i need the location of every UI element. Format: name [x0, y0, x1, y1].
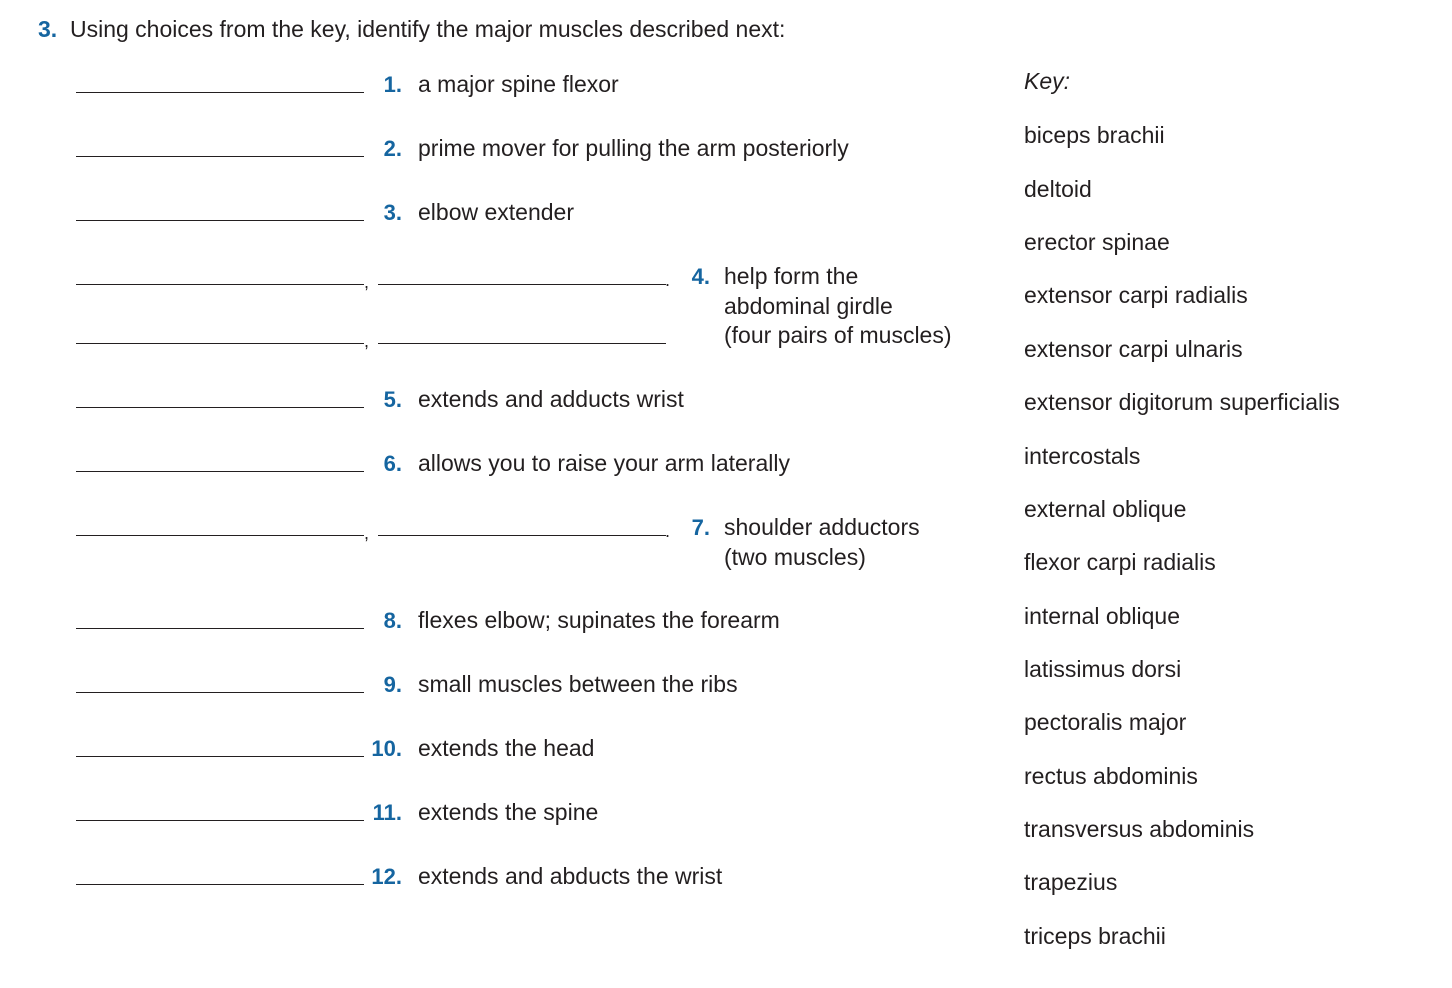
comma-separator: , — [364, 272, 370, 292]
key-item: rectus abdominis — [1024, 763, 1198, 789]
answer-blank-12[interactable] — [76, 884, 364, 885]
question-number-7: 7. — [691, 515, 710, 540]
key-item: extensor carpi ulnaris — [1024, 336, 1243, 362]
answer-blank-9[interactable] — [76, 692, 364, 693]
question-text-4-line-1: help form the — [724, 263, 859, 289]
answer-blank-1[interactable] — [76, 92, 364, 93]
question-number-5: 5. — [383, 387, 402, 412]
key-item: extensor digitorum superficialis — [1024, 389, 1340, 415]
question-number-4: 4. — [691, 264, 710, 289]
key-item: triceps brachii — [1024, 923, 1166, 949]
answer-blank-4c[interactable] — [76, 343, 364, 344]
answer-blank-2[interactable] — [76, 156, 364, 157]
key-item: biceps brachii — [1024, 122, 1165, 148]
key-item: erector spinae — [1024, 229, 1170, 255]
exercise-number: 3. — [38, 16, 58, 42]
question-text-9: small muscles between the ribs — [418, 671, 738, 697]
question-text-10: extends the head — [418, 735, 595, 761]
question-text-5: extends and adducts wrist — [418, 386, 684, 412]
key-item: extensor carpi radialis — [1024, 282, 1248, 308]
key-item: intercostals — [1024, 443, 1141, 469]
question-text-11: extends the spine — [418, 799, 599, 825]
period-separator: . — [665, 521, 671, 541]
answer-blank-3[interactable] — [76, 220, 364, 221]
question-number-11: 11. — [372, 800, 402, 825]
question-text-4-line-3: (four pairs of muscles) — [724, 322, 952, 348]
question-text-1: a major spine flexor — [418, 71, 619, 97]
question-number-10: 10. — [371, 736, 402, 761]
answer-blank-4a[interactable] — [76, 284, 364, 285]
question-text-7-line-2: (two muscles) — [724, 543, 866, 570]
answer-blank-4d[interactable] — [378, 343, 666, 344]
key-item: flexor carpi radialis — [1024, 549, 1216, 575]
key-item: trapezius — [1024, 869, 1118, 895]
key-item: latissimus dorsi — [1024, 656, 1182, 682]
key-item: deltoid — [1024, 176, 1092, 202]
key-item: pectoralis major — [1024, 709, 1187, 735]
answer-blank-4b[interactable] — [378, 284, 666, 285]
question-text-12: extends and abducts the wrist — [418, 863, 723, 889]
question-number-1: 1. — [383, 72, 402, 97]
question-number-3: 3. — [383, 200, 402, 225]
exercise-instruction: Using choices from the key, identify the major muscles described next: — [69, 16, 786, 42]
question-number-9: 9. — [383, 672, 402, 697]
key-item: transversus abdominis — [1024, 816, 1255, 842]
answer-blank-10[interactable] — [76, 756, 364, 757]
question-text-7-line-1: shoulder adductors — [724, 514, 920, 540]
question-text-4-line-2: abdominal girdle — [724, 292, 893, 319]
period-separator: . — [665, 270, 671, 290]
question-text-3: elbow extender — [418, 199, 574, 225]
key-item: external oblique — [1024, 496, 1187, 522]
question-number-8: 8. — [383, 608, 402, 633]
answer-blank-7b[interactable] — [378, 535, 666, 536]
question-text-6: allows you to raise your arm laterally — [418, 450, 790, 476]
question-number-12: 12. — [371, 864, 402, 889]
question-text-2: prime mover for pulling the arm posteriorly — [418, 135, 849, 161]
question-text-8: flexes elbow; supinates the forearm — [418, 607, 780, 633]
answer-blank-5[interactable] — [76, 407, 364, 408]
comma-separator: , — [364, 523, 370, 543]
key-item: internal oblique — [1024, 603, 1181, 629]
key-title: Key: — [1024, 68, 1071, 94]
question-number-6: 6. — [383, 451, 402, 476]
comma-separator: , — [364, 331, 370, 351]
question-text-4 — [724, 262, 952, 351]
question-text-7 — [724, 513, 920, 572]
answer-blank-8[interactable] — [76, 628, 364, 629]
answer-blank-6[interactable] — [76, 471, 364, 472]
exercise-heading — [38, 16, 785, 43]
question-number-2: 2. — [383, 136, 402, 161]
answer-blank-11[interactable] — [76, 820, 364, 821]
answer-blank-7a[interactable] — [76, 535, 364, 536]
